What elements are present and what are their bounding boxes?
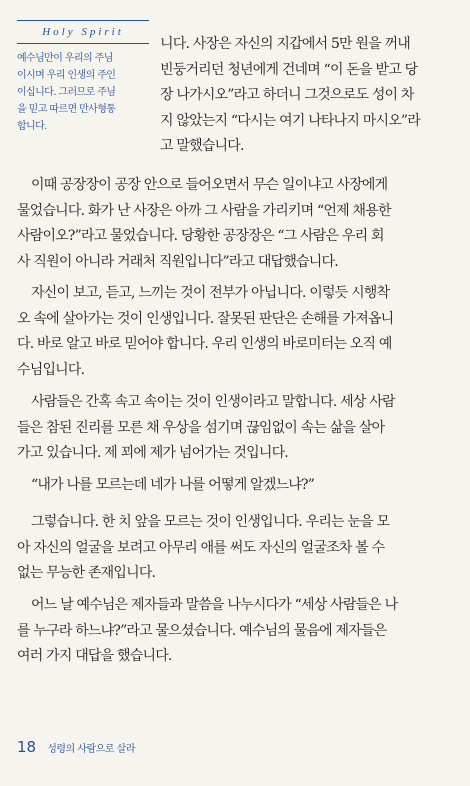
page-footer [17, 737, 135, 756]
paragraph-6 [17, 593, 459, 670]
text-line: 여러 가지 대답을 했습니다. [17, 648, 172, 664]
page-number: 18 [17, 738, 37, 756]
paragraph-4 [17, 390, 459, 467]
text-line: 물었습니다. 화가 난 사장은 아까 그 사람을 가리키며 “언제 채용한 [17, 202, 391, 219]
sidebar-line: 을 믿고 따르면 만사형통 [17, 104, 116, 115]
text-line: 그렇습니다. 한 치 앞을 모르는 것이 인생입니다. 우리는 눈을 모 [31, 514, 390, 530]
text-line: 아 자신의 얼굴을 보려고 아무리 애를 써도 자신의 얼굴조차 볼 수 [17, 539, 385, 556]
text-line: 자신이 보고, 듣고, 느끼는 것이 전부가 아닙니다. 이렇듯 시행착 [31, 285, 390, 301]
sidebar-line: 이십니다. 그러므로 주님 [17, 87, 116, 98]
text-line: 를 누구라 하느냐?”라고 물으셨습니다. 예수님의 물음에 제자들은 [17, 622, 387, 639]
text-line: 지 않았는지 “다시는 여기 나타나지 마시오”라 [160, 112, 420, 129]
text-line: 니다. 사장은 자신의 지갑에서 5만 원을 꺼내 [160, 36, 410, 52]
paragraph-5 [17, 510, 459, 587]
paragraph-1 [160, 32, 460, 160]
text-line: “내가 나를 모르는데 네가 나를 어떻게 알겠느냐?” [31, 477, 315, 493]
text-line: 수님입니다. [17, 361, 85, 378]
text-line: 빈둥거리던 청년에게 건네며 “이 돈을 받고 당 [160, 61, 418, 78]
text-line: 장 나가시오”라고 하더니 그것으로도 성이 차 [160, 87, 414, 103]
sidebar-line: 합니다. [17, 121, 47, 132]
text-line: 없는 무능한 존재입니다. [17, 565, 156, 581]
text-line: 다. 바로 알고 바로 믿어야 합니다. 우리 인생의 바로미터는 오직 예 [17, 336, 392, 352]
sidebar-text [17, 50, 149, 135]
paragraph-3 [17, 281, 459, 383]
paragraph-2 [17, 173, 459, 275]
text-line: 어느 날 예수님은 제자들과 말씀을 나누시다가 “세상 사람들은 나 [31, 597, 398, 613]
sidebar-line: 예수님만이 우리의 주님 [17, 53, 113, 64]
book-title: 성령의 사람으로 살라 [47, 744, 135, 755]
quote-paragraph [17, 473, 459, 499]
text-line: 사람들은 간혹 속고 속이는 것이 인생이라고 말합니다. 세상 사람 [31, 394, 395, 410]
text-line: 들은 참된 진리를 모른 채 우상을 섬기며 끊임없이 속는 삶을 살아 [17, 419, 385, 436]
text-line: 사 직원이 아니라 거래처 직원입니다”라고 대답했습니다. [17, 253, 338, 270]
sidebar-title: Holy Spirit [17, 20, 149, 44]
sidebar-line: 이시며 우리 인생의 주인 [17, 70, 116, 81]
sidebar-box [17, 20, 149, 135]
text-line: 고 말했습니다. [160, 138, 244, 154]
text-line: 사람이오?”라고 물었습니다. 당황한 공장장은 “그 사람은 우리 회 [17, 228, 384, 244]
text-line: 가고 있습니다. 제 꾀에 제가 넘어가는 것입니다. [17, 445, 288, 461]
text-line: 이때 공장장이 공장 안으로 들어오면서 무슨 일이냐고 사장에게 [31, 177, 388, 193]
text-line: 오 속에 살아가는 것이 인생입니다. 잘못된 판단은 손해를 가져옵니 [17, 310, 394, 327]
